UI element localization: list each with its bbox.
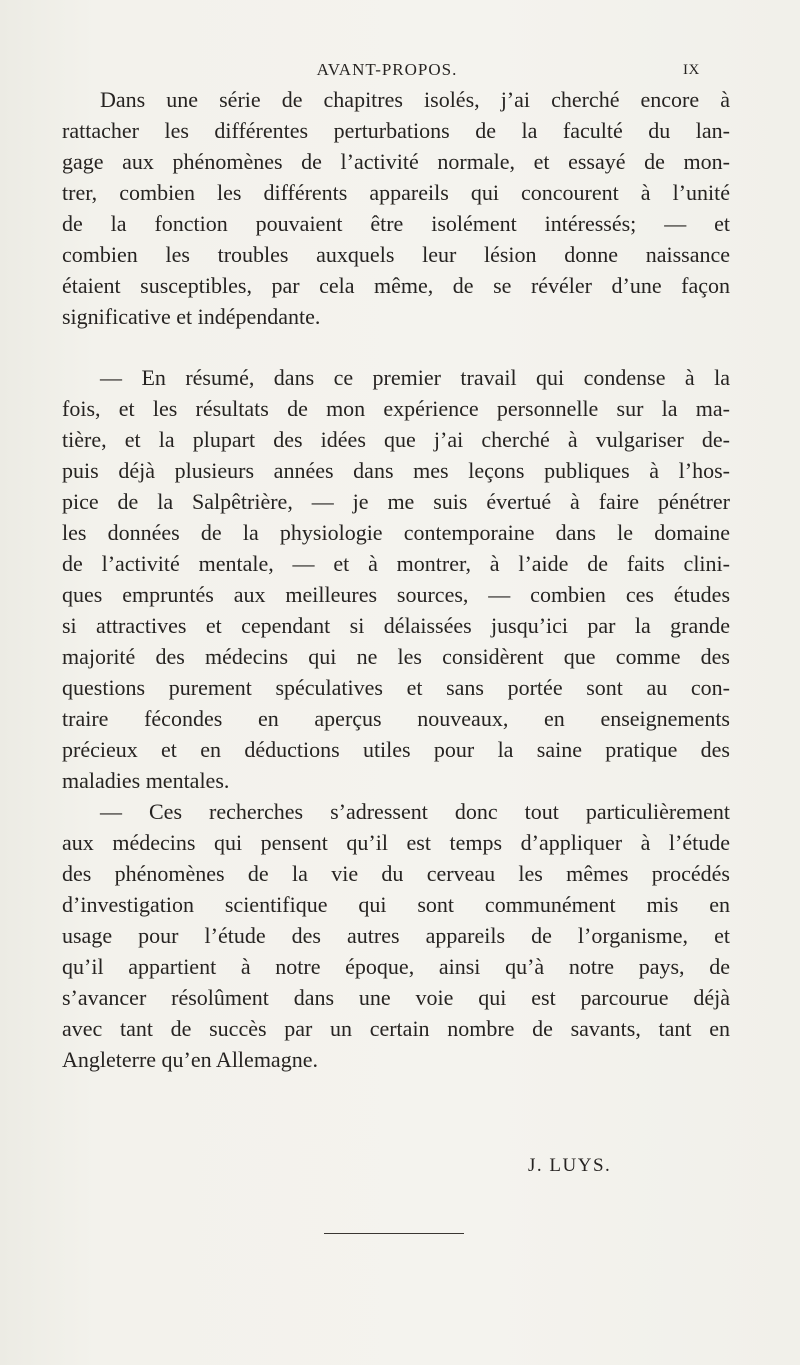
author-signature: J. LUYS. [528,1155,612,1176]
text-line: maladies mentales. [62,768,230,793]
text-line: pice de la Salpêtrière, — je me suis évertué à faire pénétrer [62,489,730,514]
text-line: majorité des médecins qui ne les considèrent que comme des [62,644,730,669]
text-line: traire fécondes en aperçus nouveaux, en enseignements [62,706,730,731]
text-line: les données de la physiologie contemporaine dans le domaine [62,520,730,545]
text-line: ques empruntés aux meilleures sources, — combien ces études [62,582,730,607]
text-line: trer, combien les différents appareils qui concourent à l’unité [62,180,730,205]
text-line: — En résumé, dans ce premier travail qui condense à la [100,365,730,390]
closing-rule [324,1233,464,1234]
text-line: questions purement spéculatives et sans portée sont au con- [62,675,730,700]
text-line: des phénomènes de la vie du cerveau les mêmes procédés [62,861,730,886]
text-line: s’avancer résolûment dans une voie qui est parcourue déjà [62,985,730,1010]
running-head: AVANT-PROPOS. [316,60,458,79]
text-line: de la fonction pouvaient être isolément intéressés; — et [62,211,730,236]
text-line: tière, et la plupart des idées que j’ai cherché à vulgariser de- [62,427,730,452]
text-line: Dans une série de chapitres isolés, j’ai cherché encore à [100,87,730,112]
text-line: avec tant de succès par un certain nombre de savants, tant en [62,1016,730,1041]
text-line: précieux et en déductions utiles pour la saine pratique des [62,737,730,762]
text-line: aux médecins qui pensent qu’il est temps d’appliquer à l’étude [62,830,730,855]
text-line: étaient susceptibles, par cela même, de se révéler d’une façon [62,273,730,298]
text-line: — Ces recherches s’adressent donc tout particulièrement [100,799,730,824]
text-line: Angleterre qu’en Allemagne. [62,1047,318,1072]
paragraph-gap [62,332,730,362]
text-line: de l’activité mentale, — et à montrer, à l’aide de faits clini- [62,551,730,576]
text-line: d’investigation scientifique qui sont communément mis en [62,892,730,917]
text-line: qu’il appartient à notre époque, ainsi qu’à notre pays, de [62,954,730,979]
text-line: combien les troubles auxquels leur lésion donne naissance [62,242,730,267]
text-line: fois, et les résultats de mon expérience personnelle sur la ma- [62,396,730,421]
body-text [62,84,730,1075]
page-number: IX [683,62,700,78]
text-line: usage pour l’étude des autres appareils de l’organisme, et [62,923,730,948]
text-line: significative et indépendante. [62,304,321,329]
text-line: gage aux phénomènes de l’activité normale, et essayé de mon- [62,149,730,174]
text-line: si attractives et cependant si délaissées jusqu’ici par la grande [62,613,730,638]
text-line: rattacher les différentes perturbations de la faculté du lan- [62,118,730,143]
text-line: puis déjà plusieurs années dans mes leçons publiques à l’hos- [62,458,730,483]
